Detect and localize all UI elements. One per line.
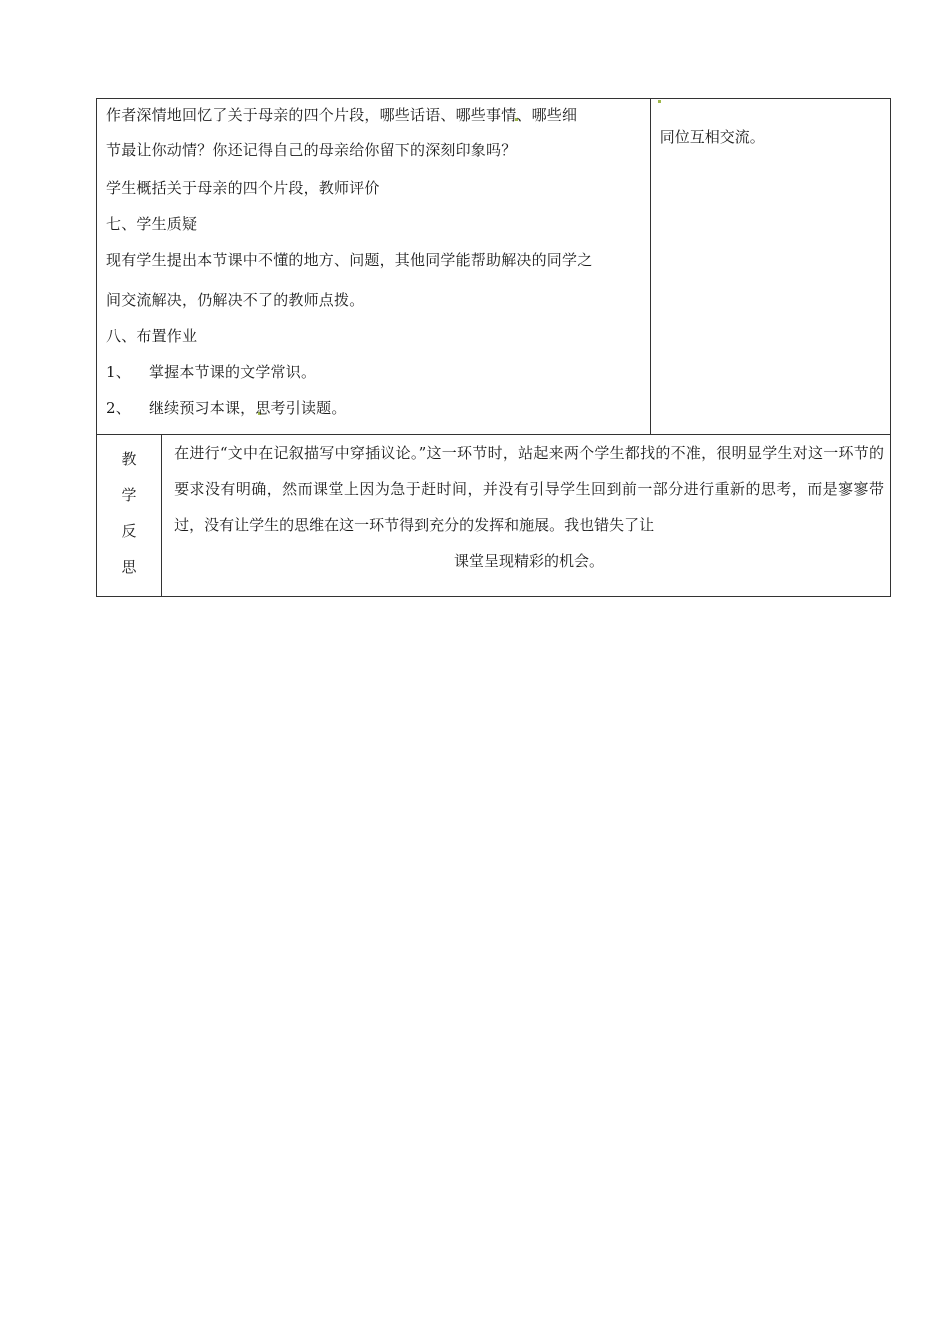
reflection-label-char: 学 [121, 486, 137, 504]
section-heading: 七、学生质疑 [106, 215, 198, 233]
homework-text: 掌握本节课的文学常识。 [148, 363, 317, 381]
reflection-text: 在进行“文中在记叙描写中穿插议论。”这一环节时，站起来两个学生都找的不准，很明显学生对这一环节的要求没有明确，然而课堂上因为急于赶时间，并没有引导学生回到前一部分进行重新的思考，而是寥寥带过，没有让学生的思维在这一环节得到充分的发挥和施展。我也错失了让 [174, 444, 884, 534]
reflection-text-cell [162, 435, 891, 597]
lesson-plan-table [96, 98, 891, 597]
process-line: 学生概括关于母亲的四个片段，教师评价 [106, 179, 380, 197]
section-heading: 八、布置作业 [106, 327, 198, 345]
homework-number: 2、 [106, 399, 131, 417]
homework-item [106, 359, 642, 395]
student-activity-text: 同位互相交流。 [659, 128, 765, 146]
reflection-label-char: 反 [121, 522, 137, 540]
teaching-reflection-row [97, 435, 891, 597]
homework-number: 1、 [106, 363, 131, 381]
process-line: 现有学生提出本节课中不懂的地方、问题，其他同学能帮助解决的同学之 [106, 251, 593, 269]
homework-item [106, 395, 642, 431]
process-line: 间交流解决，仍解决不了的教师点拨。 [106, 291, 365, 309]
homework-text: 继续预习本课，思考引读题。 [148, 399, 347, 417]
reflection-label-char: 教 [121, 450, 137, 468]
teaching-process-row [97, 99, 891, 435]
reflection-label-cell [97, 435, 162, 597]
process-line: 节最让你动情？你还记得自己的母亲给你留下的深刻印象吗？ [106, 141, 517, 159]
reflection-last-line: 课堂呈现精彩的机会。 [454, 552, 605, 570]
process-line: 作者深情地回忆了关于母亲的四个片段，哪些话语、哪些事情、哪些细 [106, 106, 578, 124]
student-activity-cell [650, 99, 890, 435]
teaching-process-cell [97, 99, 651, 435]
reflection-label-char: 思 [121, 558, 137, 576]
